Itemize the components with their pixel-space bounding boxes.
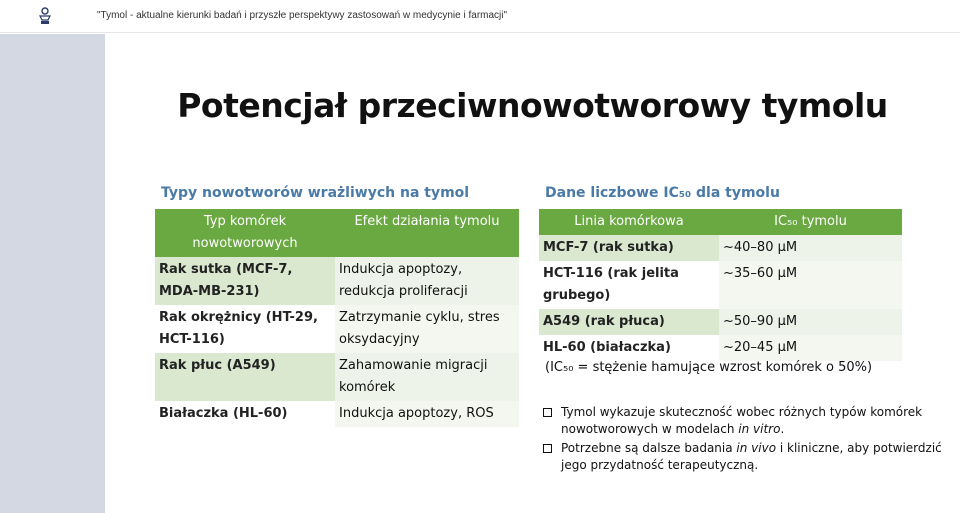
bullet-emphasis: in vivo — [736, 441, 777, 455]
bullet-item — [543, 440, 960, 474]
cell-type: Białaczka (HL-60) — [155, 401, 335, 427]
cell-ic50: ~35–60 µM — [719, 261, 902, 309]
right-section-heading: Dane liczbowe IC₅₀ dla tymolu — [545, 185, 780, 201]
left-section-heading: Typy nowotworów wrażliwych na tymol — [161, 185, 470, 201]
table-header-row — [155, 209, 519, 257]
bullet-text: Potrzebne są dalsze badania — [561, 441, 737, 455]
bullet-emphasis: in vitro — [738, 422, 781, 436]
cell-line: MCF-7 (rak sutka) — [539, 235, 719, 261]
table-row — [539, 309, 902, 335]
checkbox-bullet-icon — [543, 408, 552, 417]
cell-type: Rak okrężnicy (HT-29, HCT-116) — [155, 305, 335, 353]
cell-line: HCT-116 (rak jelita grubego) — [539, 261, 719, 309]
cell-effect: Indukcja apoptozy, ROS — [335, 401, 519, 427]
table-row — [155, 401, 519, 427]
table-row — [539, 261, 902, 309]
slide-sidebar — [0, 34, 105, 513]
bullet-list — [543, 404, 960, 476]
cell-type: Rak płuc (A549) — [155, 353, 335, 401]
bullet-text: i kliniczne, aby potwierdzić jego przydatność terapeutyczną. — [561, 441, 942, 472]
ic50-note: (IC₅₀ = stężenie hamujące wzrost komórek o 50%) — [545, 360, 873, 375]
ic50-table — [539, 209, 902, 361]
logo-icon — [38, 7, 52, 25]
bullet-text: Tymol wykazuje skuteczność wobec różnych typów komórek nowotworowych w modelach — [561, 405, 923, 436]
table-row — [155, 305, 519, 353]
column-header: Linia komórkowa — [539, 209, 719, 235]
cell-type: Rak sutka (MCF-7, MDA-MB-231) — [155, 257, 335, 305]
table-row — [155, 353, 519, 401]
cell-effect: Zahamowanie migracji komórek — [335, 353, 519, 401]
top-bar — [0, 0, 960, 33]
checkbox-bullet-icon — [543, 444, 552, 453]
slide-title: Potencjał przeciwnowotworowy tymolu — [177, 86, 888, 125]
cancer-types-table — [155, 209, 519, 427]
cell-line: A549 (rak płuca) — [539, 309, 719, 335]
cell-ic50: ~50–90 µM — [719, 309, 902, 335]
column-header: Efekt działania tymolu — [335, 209, 519, 257]
document-title: "Tymol - aktualne kierunki badań i przyszłe perspektywy zastosowań w medycynie i farmacji" — [97, 10, 508, 21]
column-header: Typ komórek nowotworowych — [155, 209, 335, 257]
cell-ic50: ~20–45 µM — [719, 335, 902, 361]
table-row — [539, 335, 902, 361]
bullet-item — [543, 404, 960, 438]
column-header: IC₅₀ tymolu — [719, 209, 902, 235]
slide — [105, 34, 960, 513]
cell-line: HL-60 (białaczka) — [539, 335, 719, 361]
cell-effect: Indukcja apoptozy, redukcja proliferacji — [335, 257, 519, 305]
table-header-row — [539, 209, 902, 235]
table-row — [539, 235, 902, 261]
table-row — [155, 257, 519, 305]
bullet-text: . — [780, 422, 785, 436]
cell-ic50: ~40–80 µM — [719, 235, 902, 261]
cell-effect: Zatrzymanie cyklu, stres oksydacyjny — [335, 305, 519, 353]
